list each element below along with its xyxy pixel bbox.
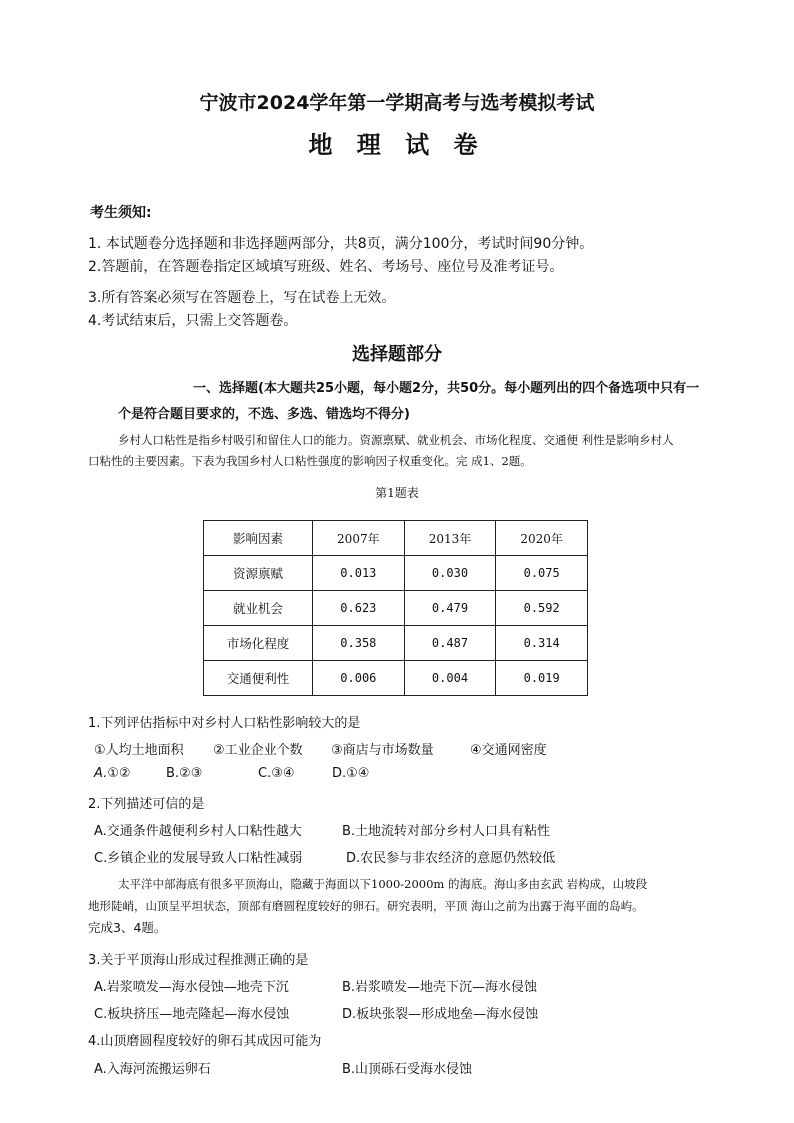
table-cell: 0.479	[404, 591, 496, 626]
table-cell: 0.314	[496, 626, 588, 661]
table-cell: 0.004	[404, 661, 496, 696]
subject-title: 地 理 试 卷	[308, 131, 486, 159]
passage-line: 完成3、4题。	[88, 920, 167, 935]
table-cell: 0.030	[404, 556, 496, 591]
q1-item: ③商店与市场数量	[331, 743, 434, 758]
q1-choice-d[interactable]: D.①④	[332, 766, 370, 781]
table-header: 2007年	[313, 521, 405, 556]
q2-choice-c[interactable]: C.乡镇企业的发展导致人口粘性减弱	[94, 851, 303, 866]
q4-choice-b[interactable]: B.山顶砾石受海水侵蚀	[342, 1062, 473, 1077]
q1-item: ②工业企业个数	[213, 743, 303, 758]
table-header: 2020年	[496, 521, 588, 556]
notice-item: 3.所有答案必须写在答题卷上，写在试卷上无效。	[88, 290, 396, 306]
table-cell: 市场化程度	[204, 626, 313, 661]
table-cell: 0.075	[496, 556, 588, 591]
q1-item: ④交通网密度	[470, 743, 547, 758]
passage-line: 太平洋中部海底有很多平顶海山，隐藏于海面以下1000-2000m 的海底。海山多由玄武 岩构成，山坡段	[118, 877, 648, 891]
table-cell: 0.487	[404, 626, 496, 661]
table-header: 影响因素	[204, 521, 313, 556]
passage-line: 口粘性的主要因素。下表为我国乡村人口粘性强度的影响因子权重变化。完 成1、2题。	[88, 454, 532, 468]
part-title: 选择题部分	[352, 344, 442, 365]
data-table	[203, 520, 588, 696]
passage-1	[88, 430, 708, 472]
table-cell: 0.006	[313, 661, 405, 696]
q3-choice-c[interactable]: C.板块挤压—地壳隆起—海水侵蚀	[94, 1007, 290, 1022]
passage-line: 乡村人口粘性是指乡村吸引和留住人口的能力。资源禀赋、就业机会、市场化程度、交通便 利性是影响乡村人	[118, 433, 674, 447]
q2-choice-b[interactable]: B.土地流转对部分乡村人口具有粘性	[342, 824, 551, 839]
q2-choice-a[interactable]: A.交通条件越便利乡村人口粘性越大	[94, 824, 302, 839]
table-cell: 0.019	[496, 661, 588, 696]
question-4-stem: 4.山顶磨圆程度较好的卵石其成因可能为	[88, 1034, 322, 1049]
table-cell: 0.013	[313, 556, 405, 591]
table-row	[204, 591, 588, 626]
question-2-stem: 2.下列描述可信的是	[88, 797, 205, 812]
q1-choice-c[interactable]: C.③④	[258, 766, 295, 781]
passage-2	[88, 873, 718, 939]
q3-choice-d[interactable]: D.板块张裂—形成地垒—海水侵蚀	[342, 1007, 539, 1022]
notice-item: 4.考试结束后，只需上交答题卷。	[88, 313, 298, 329]
q1-item: ①人均土地面积	[94, 743, 184, 758]
table-cell: 就业机会	[204, 591, 313, 626]
table-caption: 第1题表	[375, 486, 419, 500]
table-cell: 0.358	[313, 626, 405, 661]
passage-line: 地形陡峭，山顶呈平坦状态，顶部有磨圆程度较好的卵石。研究表明，平顶 海山之前为出露于海平面的岛屿。	[88, 899, 644, 913]
instructions-line: 个是符合题目要求的，不选、多选、错选均不得分)	[118, 407, 410, 422]
table-row	[204, 556, 588, 591]
table-row	[204, 626, 588, 661]
table-row	[204, 661, 588, 696]
notice-heading: 考生须知:	[90, 205, 152, 221]
question-1-stem: 1.下列评估指标中对乡村人口粘性影响较大的是	[88, 716, 361, 731]
instructions-line: 一、选择题(本大题共25小题，每小题2分，共50分。每小题列出的四个备选项中只有一	[193, 381, 700, 396]
table-cell: 0.592	[496, 591, 588, 626]
q1-choice-a[interactable]: A.①②	[94, 766, 131, 781]
question-3-stem: 3.关于平顶海山形成过程推测正确的是	[88, 953, 309, 968]
notice-item: 1. 本试题卷分选择题和非选择题两部分，共8页，满分100分，考试时间90分钟。	[88, 236, 594, 252]
q4-choice-a[interactable]: A.入海河流搬运卵石	[94, 1062, 211, 1077]
table-header-row	[204, 521, 588, 556]
table-cell: 0.623	[313, 591, 405, 626]
table-cell: 资源禀赋	[204, 556, 313, 591]
table-header: 2013年	[404, 521, 496, 556]
q2-choice-d[interactable]: D.农民参与非农经济的意愿仍然较低	[346, 851, 556, 866]
q3-choice-a[interactable]: A.岩浆喷发—海水侵蚀—地壳下沉	[94, 980, 289, 995]
exam-title: 宁波市2024学年第一学期高考与选考模拟考试	[199, 92, 595, 114]
q3-choice-b[interactable]: B.岩浆喷发—地壳下沉—海水侵蚀	[342, 980, 538, 995]
table-cell: 交通便利性	[204, 661, 313, 696]
notice-item: 2.答题前，在答题卷指定区域填写班级、姓名、考场号、座位号及准考证号。	[88, 259, 564, 275]
q1-choice-b[interactable]: B.②③	[166, 766, 203, 781]
